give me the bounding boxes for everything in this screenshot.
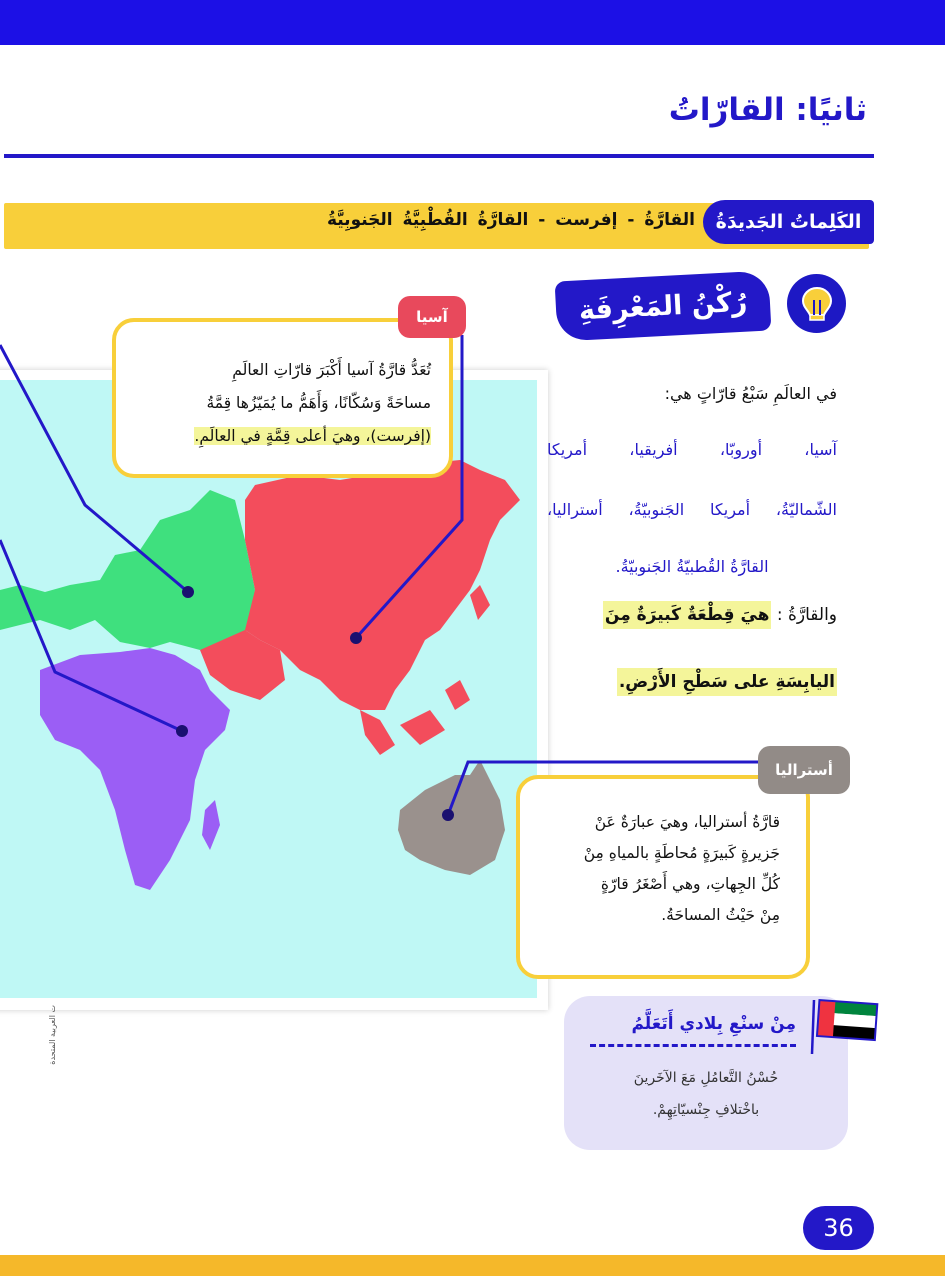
asia-callout (112, 318, 453, 478)
page-title: ثانيًا: القارّاتُ (668, 92, 867, 128)
page-number: 36 (803, 1206, 874, 1250)
definition-highlight: هيَ قِطْعَةٌ كَبيرَةٌ مِنَ (603, 601, 772, 629)
uae-flag-icon (808, 996, 880, 1056)
continent-definition (547, 605, 837, 625)
asia-tag: آسيا (398, 296, 466, 338)
asia-text-line: مساحَةً وَسُكّانًا، وَأَهَمُّ ما يُمَيّزُها قِمَّةُ (206, 394, 431, 412)
continents-list-line: الشّماليّةُ، أمريكا الجَنوبيّةُ، أستراليا، (547, 500, 837, 519)
africa-marker (176, 725, 188, 737)
continent-definition-cont (547, 672, 837, 692)
learn-box-text: باخْتلافِ جِنْسيّاتِهِمْ. (652, 1102, 760, 1118)
bottom-banner (0, 1255, 945, 1276)
learn-box-text: حُسْنُ التَّعامُلِ مَعَ الآخَرينَ (633, 1070, 779, 1086)
asia-text-line: تُعَدُّ قارَّةُ آسيا أَكْبَرَ قارّاتِ العالَمِ (232, 361, 431, 379)
asia-marker (350, 632, 362, 644)
definition-prefix: والقارَّةُ : (776, 605, 837, 625)
continents-intro: في العالَمِ سَبْعُ قارّاتٍ هي: (664, 384, 837, 403)
continents-list-line: القارَّةُ القُطبيّةُ الجَنوبيّةُ. (615, 557, 769, 576)
learn-from-my-country-box (564, 996, 848, 1150)
australia-callout (516, 775, 810, 979)
vocab-words: القارَّةُ - إفرست - القارَّةُ القُطْبِيَّةُ الجَنوبِيَّةُ (326, 210, 695, 230)
learn-box-divider (590, 1044, 796, 1047)
australia-marker (442, 809, 454, 821)
continents-list-line: آسيا، أوروبّا، أفريقيا، أمريكا (547, 440, 837, 459)
vocab-label: الكَلِماتُ الجَديدَةُ (703, 200, 874, 244)
definition-highlight: اليابِسَةِ على سَطْحِ الأَرْضِ. (617, 668, 837, 696)
learn-box-title: مِنْ سنْعِ بِلادي أَتَعَلَّمُ (631, 1014, 796, 1034)
knowledge-corner-label: رُكْنُ المَعْرِفَةِ (555, 270, 772, 341)
lightbulb-icon (787, 274, 846, 333)
asia-text-highlight: (إفرست)، وهيَ أعلى قِمَّةٍ في العالَمِ. (194, 427, 431, 445)
australia-text-line: مِنْ حَيْثُ المساحَةُ. (661, 906, 780, 924)
australia-text-line: كُلِّ الجِهاتِ، وهي أَصْغَرُ قارّةٍ (600, 875, 780, 893)
australia-text-line: قارَّةُ أستراليا، وهيَ عبارَةٌ عَنْ (594, 813, 780, 831)
map-credit: ت العربية المتحدة (48, 1005, 57, 1065)
australia-tag: أستراليا (758, 746, 850, 794)
australia-text-line: جَزيرةٍ كَبيرَةٍ مُحاطَةٍ بالمياهِ مِنْ (583, 844, 780, 862)
europe-marker (182, 586, 194, 598)
